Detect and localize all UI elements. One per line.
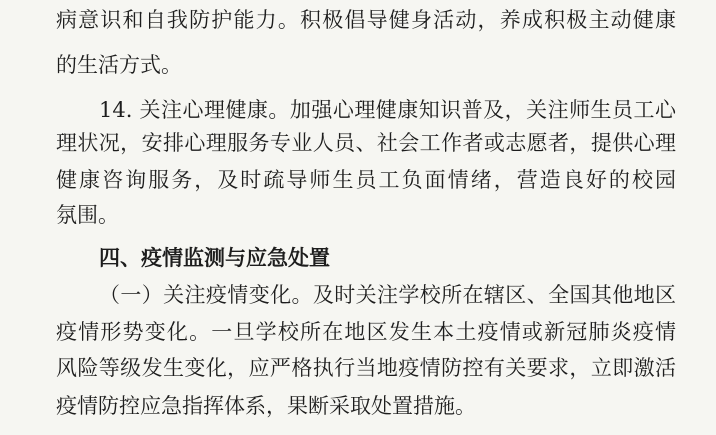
body-text-line: 理状况，安排心理服务专业人员、社会工作者或志愿者，提供心理 (56, 131, 676, 155)
body-text-line: 病意识和自我防护能力。积极倡导健身活动，养成积极主动健康 (56, 8, 676, 32)
body-text-line: 健康咨询服务，及时疏导师生员工负面情绪，营造良好的校园 (56, 168, 676, 192)
body-text-line: 疫情形势变化。一旦学校所在地区发生本土疫情或新冠肺炎疫情 (56, 320, 676, 344)
body-text-line: 疫情防控应急指挥体系，果断采取处置措施。 (56, 394, 476, 418)
body-text-line: 的生活方式。 (56, 53, 182, 77)
paragraph-start-line: 14. 关注心理健康。加强心理健康知识普及，关注师生员工心 (99, 98, 676, 122)
body-text-line: 氛围。 (56, 203, 119, 227)
section-heading: 四、疫情监测与应急处置 (99, 246, 330, 270)
body-text-line: 风险等级发生变化，应严格执行当地疫情防控有关要求，立即激活 (56, 356, 676, 380)
paragraph-start-line: （一）关注疫情变化。及时关注学校所在辖区、全国其他地区 (99, 283, 676, 307)
